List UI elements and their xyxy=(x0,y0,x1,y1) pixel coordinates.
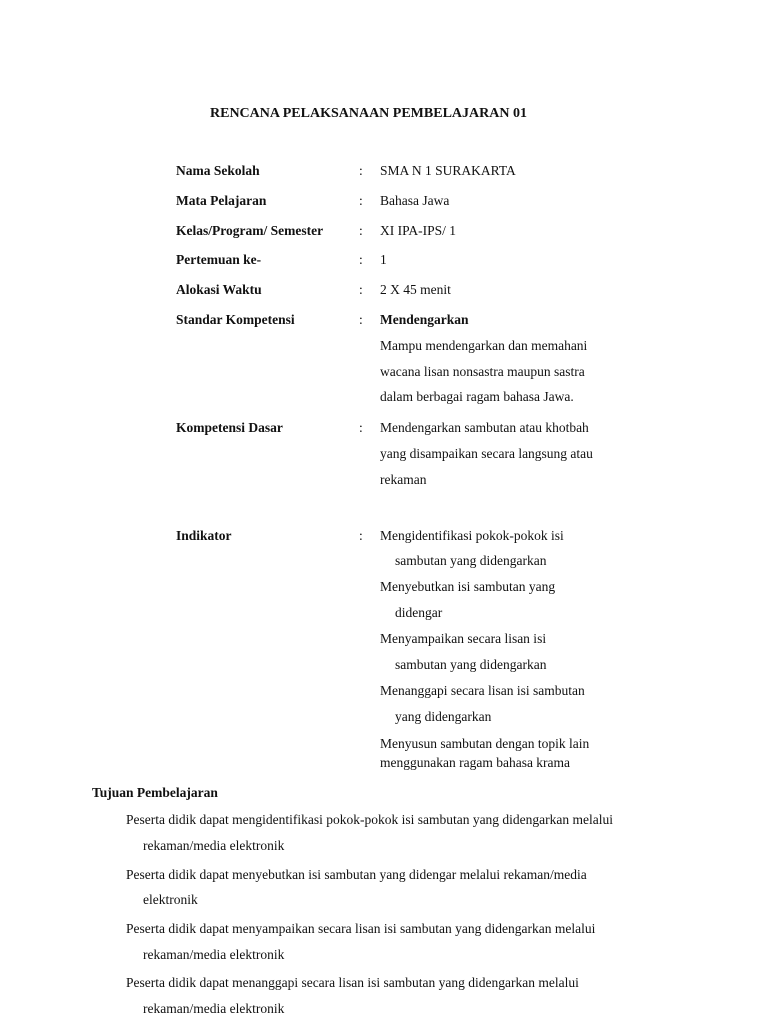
sk-line: wacana lisan nonsastra maupun sastra xyxy=(380,364,585,379)
field-label: Pertemuan ke- xyxy=(176,252,262,267)
field-colon: : xyxy=(359,193,363,208)
field-label: Kompetensi Dasar xyxy=(176,420,283,435)
field-colon: : xyxy=(359,223,363,238)
field-value: 2 X 45 menit xyxy=(380,282,451,297)
tujuan-item-cont: rekaman/media elektronik xyxy=(143,947,285,962)
tujuan-item: Peserta didik dapat menyebutkan isi sambutan yang didengar melalui rekaman/media xyxy=(126,867,587,882)
page-title: RENCANA PELAKSANAAN PEMBELAJARAN 01 xyxy=(210,106,527,121)
tujuan-item: Peserta didik dapat mengidentifikasi pokok-pokok isi sambutan yang didengarkan melalui xyxy=(126,812,614,827)
indikator-item: Menyampaikan secara lisan isi xyxy=(380,631,547,646)
sk-line: dalam berbagai ragam bahasa Jawa. xyxy=(380,389,574,404)
indikator-item-cont: menggunakan ragam bahasa krama xyxy=(380,755,571,770)
field-colon: : xyxy=(359,282,363,297)
tujuan-item-cont: rekaman/media elektronik xyxy=(143,1001,285,1016)
indikator-item-cont: sambutan yang didengarkan xyxy=(395,657,547,672)
indikator-item-cont: yang didengarkan xyxy=(395,709,492,724)
indikator-item: Menyusun sambutan dengan topik lain xyxy=(380,736,590,751)
kd-line: yang disampaikan secara langsung atau xyxy=(380,446,593,461)
indikator-item-cont: didengar xyxy=(395,605,443,620)
field-colon: : xyxy=(359,312,363,327)
tujuan-item: Peserta didik dapat menanggapi secara lisan isi sambutan yang didengarkan melalui xyxy=(126,975,579,990)
field-label: Alokasi Waktu xyxy=(176,282,262,297)
sk-line: Mampu mendengarkan dan memahani xyxy=(380,338,588,353)
field-label: Kelas/Program/ Semester xyxy=(176,223,324,238)
field-colon: : xyxy=(359,420,363,435)
field-colon: : xyxy=(359,163,363,178)
indikator-item: Menyebutkan isi sambutan yang xyxy=(380,579,556,594)
field-colon: : xyxy=(359,252,363,267)
tujuan-item: Peserta didik dapat menyampaikan secara lisan isi sambutan yang didengarkan melalui xyxy=(126,921,596,936)
field-colon: : xyxy=(359,528,363,543)
tujuan-item-cont: elektronik xyxy=(143,892,198,907)
indikator-item-cont: sambutan yang didengarkan xyxy=(395,553,547,568)
indikator-item: Menanggapi secara lisan isi sambutan xyxy=(380,683,585,698)
field-label: Nama Sekolah xyxy=(176,163,260,178)
tujuan-heading: Tujuan Pembelajaran xyxy=(92,785,218,800)
tujuan-item-cont: rekaman/media elektronik xyxy=(143,838,285,853)
kd-line: Mendengarkan sambutan atau khotbah xyxy=(380,420,589,435)
indikator-item: Mengidentifikasi pokok-pokok isi xyxy=(380,528,564,543)
field-label: Standar Kompetensi xyxy=(176,312,295,327)
field-value: 1 xyxy=(380,252,387,267)
field-label: Indikator xyxy=(176,528,232,543)
field-value: SMA N 1 SURAKARTA xyxy=(380,163,516,178)
kd-line: rekaman xyxy=(380,472,427,487)
field-label: Mata Pelajaran xyxy=(176,193,267,208)
field-value: XI IPA-IPS/ 1 xyxy=(380,223,457,238)
sk-heading: Mendengarkan xyxy=(380,312,469,327)
field-value: Bahasa Jawa xyxy=(380,193,450,208)
